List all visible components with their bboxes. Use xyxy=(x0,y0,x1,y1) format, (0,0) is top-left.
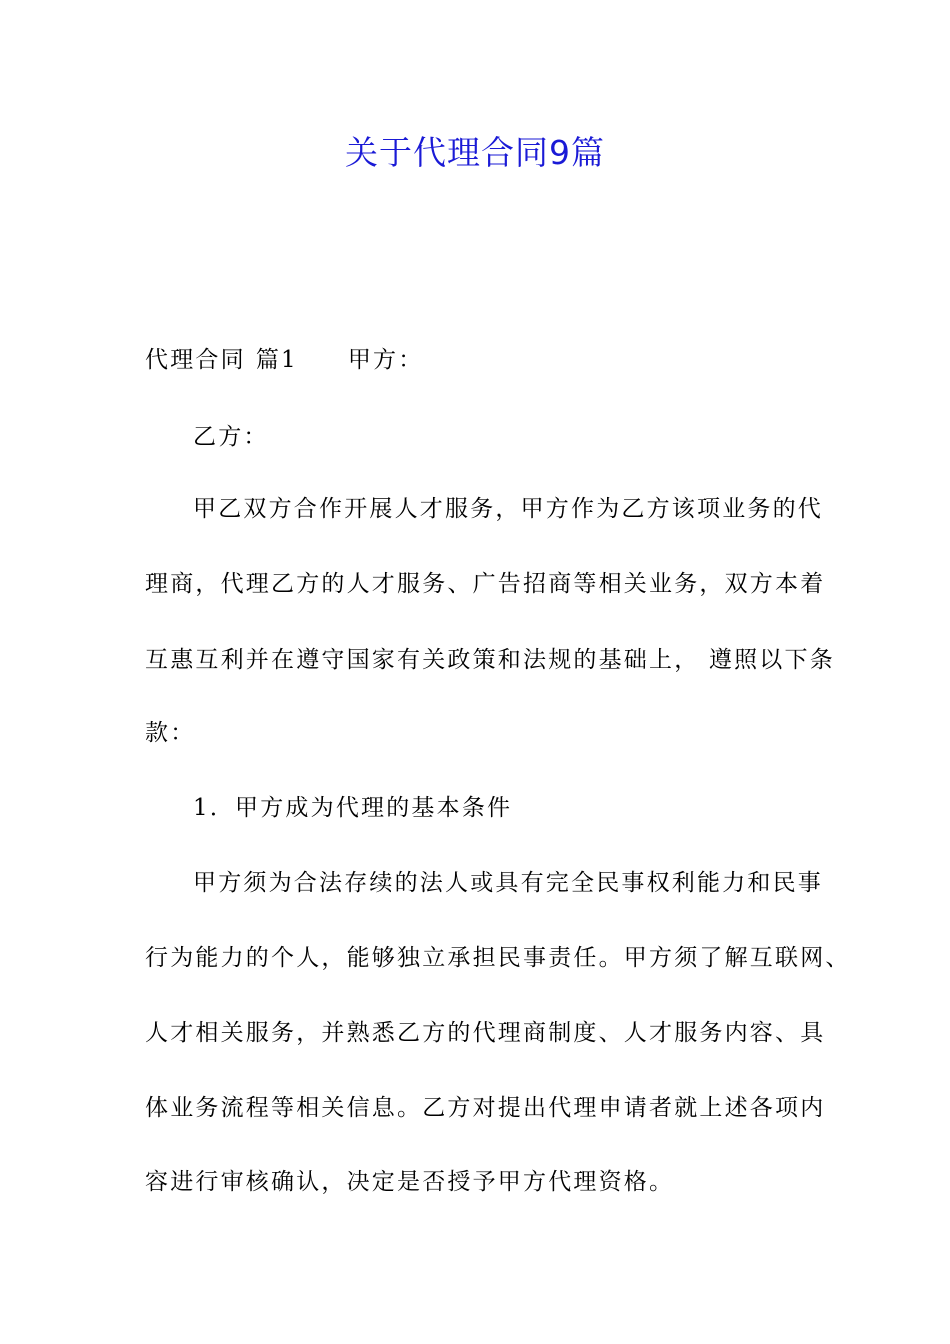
paragraph-line: 互惠互利并在遵守国家有关政策和法规的基础上， 遵照以下条 xyxy=(145,647,835,673)
paragraph-line: 理商，代理乙方的人才服务、广告招商等相关业务，双方本着 xyxy=(145,571,826,597)
party-a-label: 甲方： xyxy=(347,347,424,373)
party-b-label: 乙方： xyxy=(193,424,269,450)
section-label: 篇1 xyxy=(255,347,298,373)
paragraph-line: 行为能力的个人，能够独立承担民事责任。甲方须了解互联网、 xyxy=(145,945,851,971)
clause-heading: 1．甲方成为代理的基本条件 xyxy=(193,795,513,821)
doc-name: 代理合同 xyxy=(145,347,246,373)
paragraph-line: 款： xyxy=(145,720,196,746)
paragraph-line: 甲方须为合法存续的法人或具有完全民事权利能力和民事 xyxy=(193,870,823,896)
header-line xyxy=(145,345,423,375)
document-title: 关于代理合同9篇 xyxy=(345,133,605,172)
paragraph-line: 人才相关服务，并熟悉乙方的代理商制度、人才服务内容、具 xyxy=(145,1020,826,1046)
paragraph-line: 体业务流程等相关信息。乙方对提出代理申请者就上述各项内 xyxy=(145,1095,826,1121)
paragraph-line: 甲乙双方合作开展人才服务，甲方作为乙方该项业务的代 xyxy=(193,496,823,522)
paragraph-line: 容进行审核确认，决定是否授予甲方代理资格。 xyxy=(145,1169,675,1195)
